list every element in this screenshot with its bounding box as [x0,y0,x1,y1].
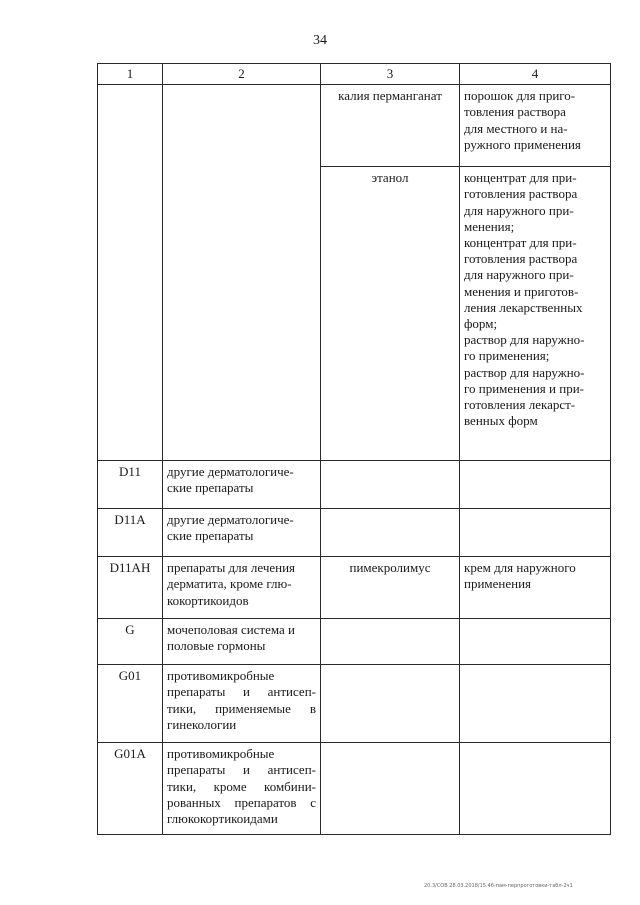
name-line: другие дерматологиче- [167,512,294,528]
atc-code-cell: G01 [98,665,163,743]
name-line: дерматита, кроме глю- [167,576,292,592]
header-col-3: 3 [321,64,460,85]
form-line: готовления раствора [464,186,578,202]
table-row [98,665,611,743]
form-line: форм; [464,316,498,332]
form-line: для наружного при- [464,202,574,218]
form-line: для местного и на- [464,120,568,136]
table-row [98,509,611,557]
form-line: раствор для наружно- [464,364,585,380]
form-line: венных форм [464,413,538,429]
name-line: тики, применяемые в [167,700,316,716]
header-col-1: 1 [98,64,163,85]
form-line: товления раствора [464,104,566,120]
group-name-cell [163,509,321,557]
dosage-form-cell [460,461,611,509]
form-line: концентрат для при- [464,170,577,186]
drug-name-cell [321,665,460,743]
dosage-form-cell [460,167,611,461]
form-line: применения [464,576,532,592]
name-line: мочеполовая система и [167,622,296,638]
group-name-cell [163,557,321,619]
header-col-4: 4 [460,64,611,85]
name-line: глюкокортикоидами [167,811,278,827]
name-line: рованных препаратов с [167,794,316,810]
drug-name-cell: пимекролимус [321,557,460,619]
name-line: половые гормоны [167,638,266,654]
drug-classification-table [97,63,611,835]
form-line: готовления лекарст- [464,397,576,413]
name-line: препараты и антисеп- [167,762,316,778]
table-row [98,743,611,835]
table-row [98,461,611,509]
form-line: ления лекарственных [464,299,583,315]
group-name-cell [163,85,321,461]
dosage-form-cell [460,743,611,835]
atc-code-cell: D11A [98,509,163,557]
group-name-cell [163,665,321,743]
name-line: препараты для лечения [167,560,296,576]
group-name-cell [163,619,321,665]
document-footer-code: 20.3/СОВ 28.03.2018/15.46-пам-перпроготовки-табл-2ч1 [424,883,573,889]
dosage-form-cell [460,665,611,743]
dosage-form-cell [460,85,611,167]
page-number: 34 [313,33,327,48]
form-line: концентрат для при- [464,235,577,251]
form-line: менения; [464,218,515,234]
name-line: тики, кроме комбини- [167,778,316,794]
group-name-cell [163,743,321,835]
name-line: противомикробные [167,746,275,762]
header-col-2: 2 [163,64,321,85]
atc-code-cell [98,85,163,461]
dosage-form-cell [460,619,611,665]
drug-name-cell [321,509,460,557]
drug-name-cell [321,461,460,509]
form-line: го применения; [464,348,550,364]
form-line: крем для наружного [464,560,576,576]
name-line: ские препараты [167,528,254,544]
form-line: менения и приготов- [464,283,579,299]
drug-name-cell: этанол [321,167,460,461]
name-line: кокортикоидов [167,592,249,608]
drug-name-cell [321,619,460,665]
name-line: другие дерматологиче- [167,464,294,480]
table-row [98,85,611,167]
form-line: раствор для наружно- [464,332,585,348]
form-line: го применения и при- [464,380,584,396]
dosage-form-cell [460,509,611,557]
atc-code-cell: G01A [98,743,163,835]
form-line: для наружного при- [464,267,574,283]
name-line: гинекологии [167,716,237,732]
name-line: противомикробные [167,668,275,684]
table-header-row [98,64,611,85]
form-line: ружного применения [464,136,581,152]
group-name-cell [163,461,321,509]
form-line: порошок для приго- [464,88,576,104]
form-line: готовления раствора [464,251,578,267]
atc-code-cell: D11AH [98,557,163,619]
atc-code-cell: G [98,619,163,665]
table-row [98,619,611,665]
name-line: ские препараты [167,480,254,496]
drug-name-cell: калия перманганат [321,85,460,167]
atc-code-cell: D11 [98,461,163,509]
drug-name-cell [321,743,460,835]
name-line: препараты и антисеп- [167,684,316,700]
table-row [98,557,611,619]
dosage-form-cell [460,557,611,619]
